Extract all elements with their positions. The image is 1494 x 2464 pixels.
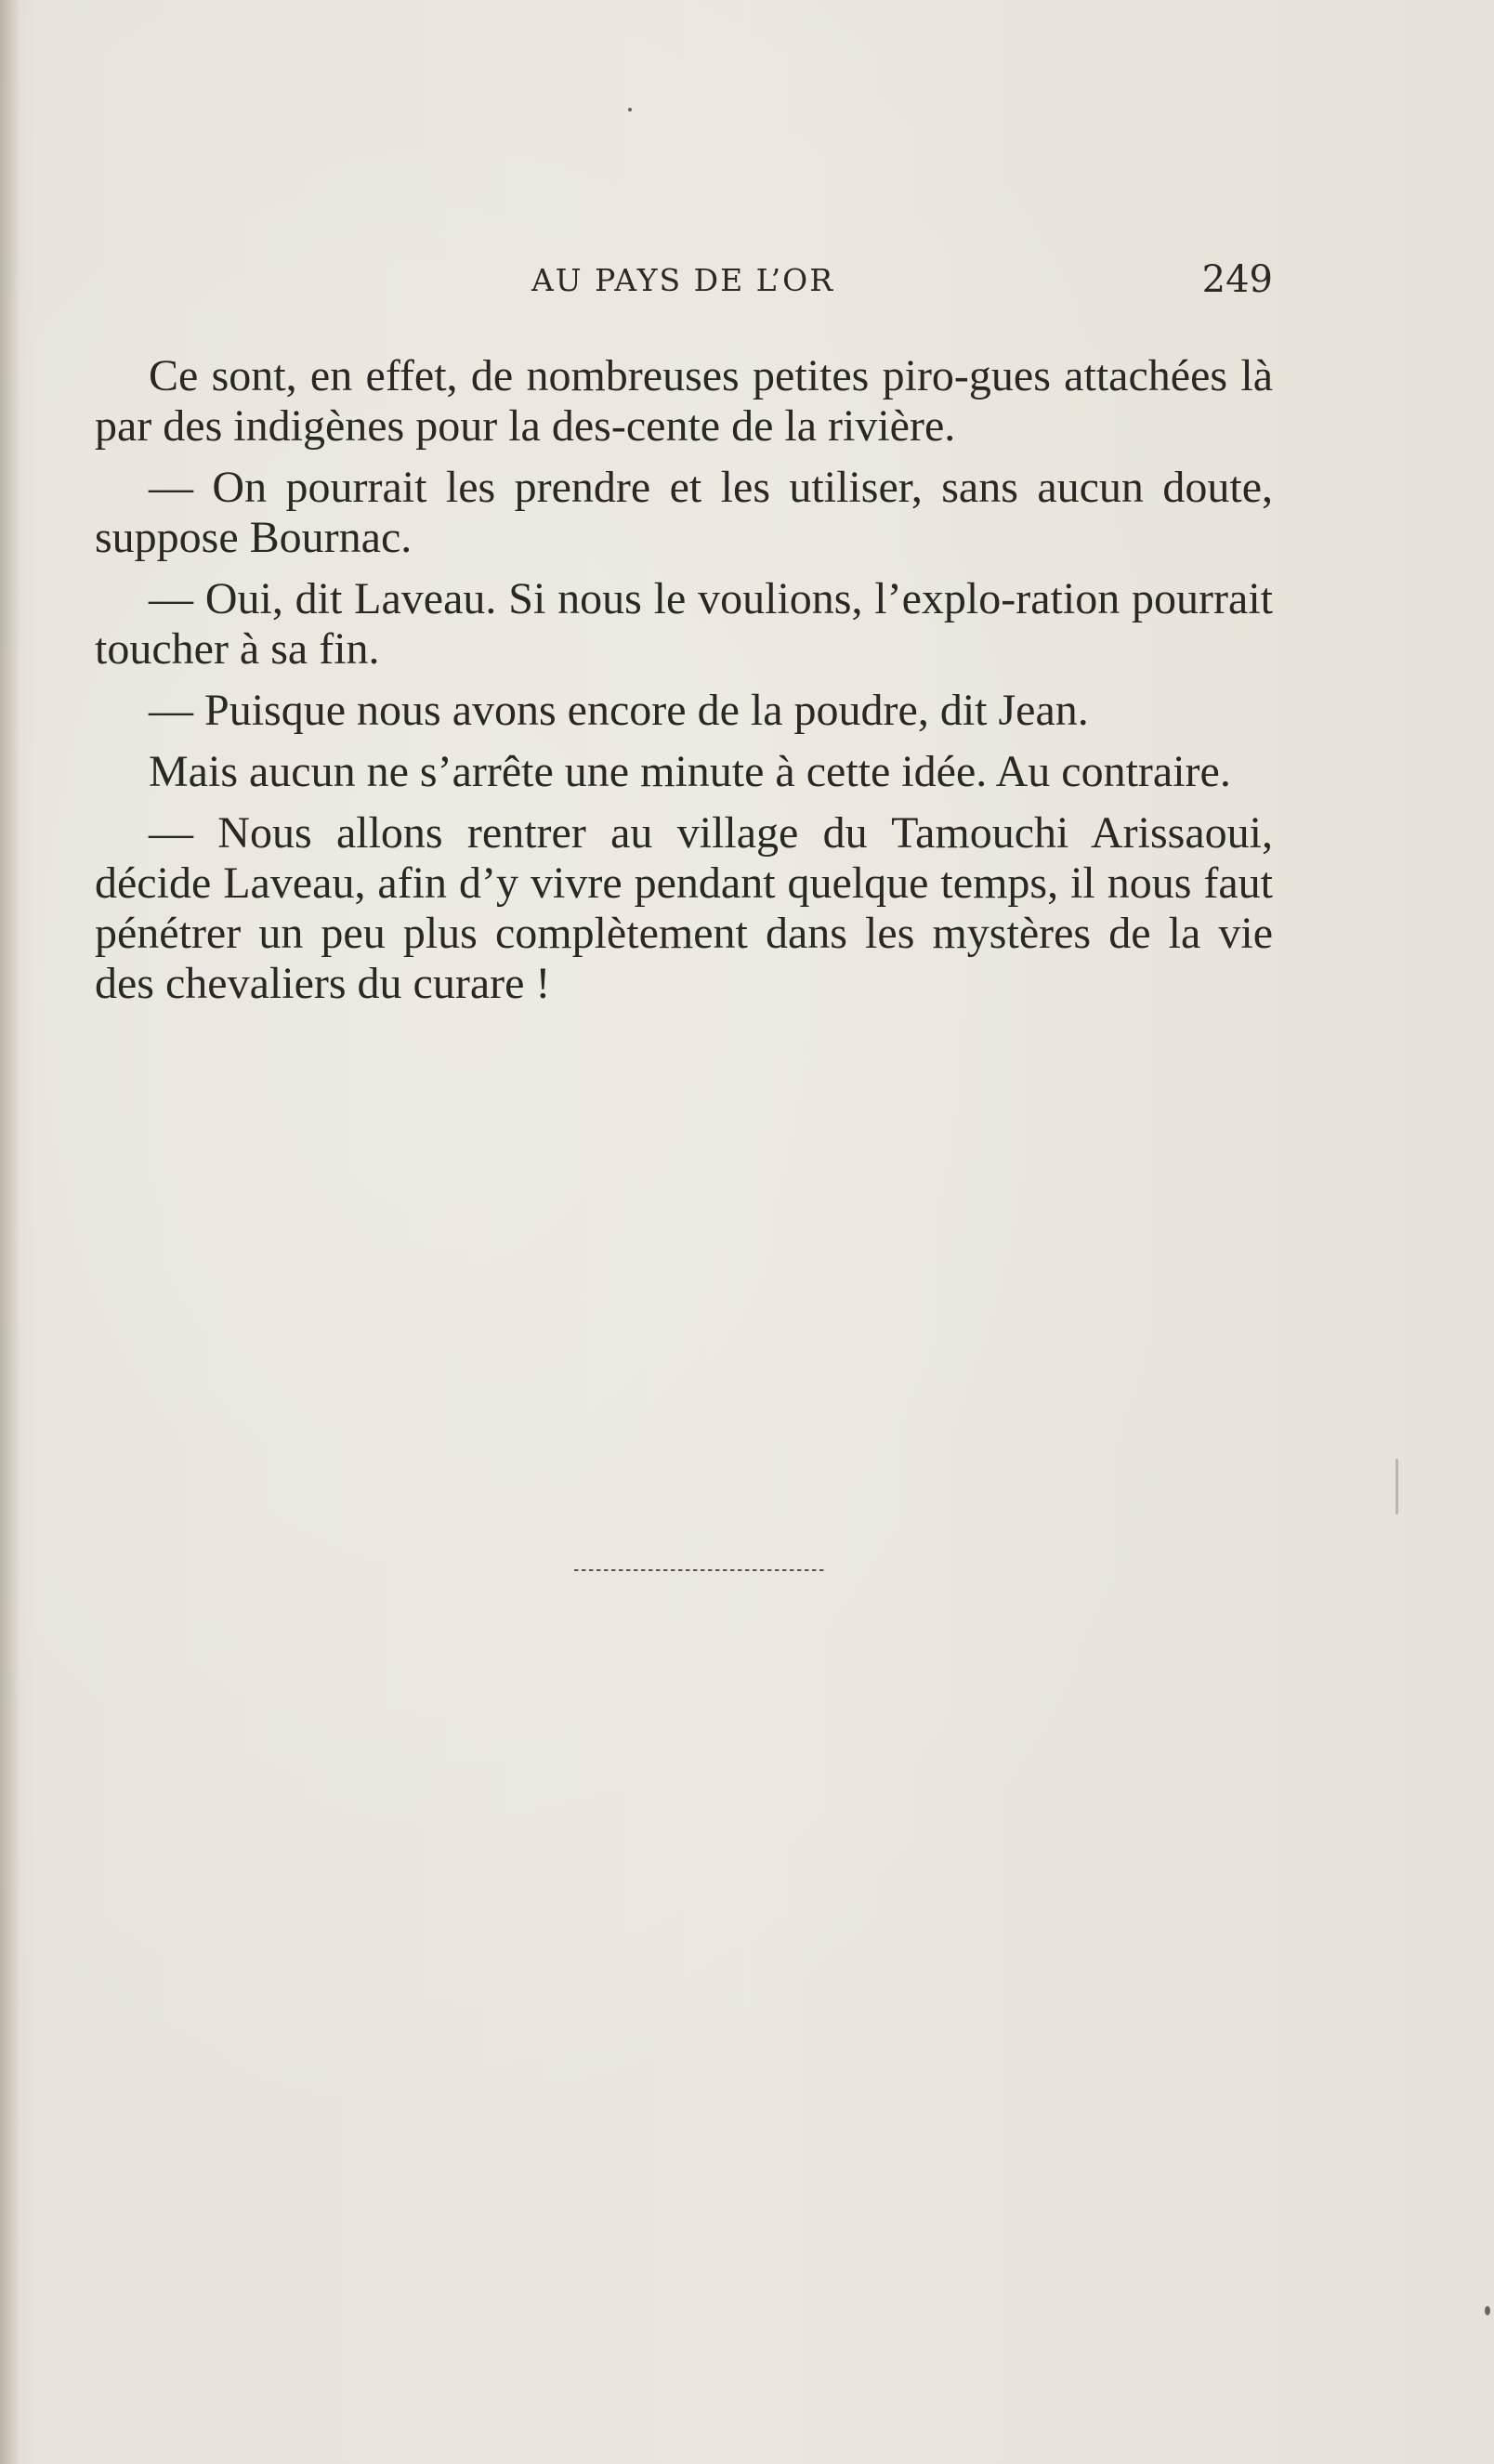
paragraph: Ce sont, en effet, de nombreuses petites piro-gues attachées là par des indigènes pour la des-cente de la rivière.: [95, 351, 1273, 451]
page-number: 249: [1201, 258, 1273, 301]
running-title: AU PAYS DE L’OR: [531, 262, 835, 298]
paragraph: — Oui, dit Laveau. Si nous le voulions, l’explo-ration pourrait toucher à sa fin.: [95, 574, 1273, 674]
end-of-chapter-rule: [574, 1568, 825, 1572]
paragraph: — On pourrait les prendre et les utiliser, sans aucun doute, suppose Bournac.: [95, 463, 1273, 562]
paper-speck: [628, 108, 632, 111]
paper-speck: [1485, 2306, 1490, 2315]
paragraph: — Puisque nous avons encore de la poudre, dit Jean.: [149, 686, 1089, 735]
running-header: [93, 258, 1273, 308]
paragraph: — Nous allons rentrer au village du Tamouchi Arissaoui, décide Laveau, afin d’y vivre pendant quelque temps, il nous faut pénétrer un peu plus complètement dans les mystères de la vie des chevaliers du curare !: [95, 808, 1273, 1008]
binding-shadow: [0, 0, 20, 2464]
paper-speck: [1396, 1459, 1398, 1514]
body-text: [95, 351, 1273, 1020]
paragraph: Mais aucun ne s’arrête une minute à cette idée. Au contraire.: [149, 747, 1231, 796]
